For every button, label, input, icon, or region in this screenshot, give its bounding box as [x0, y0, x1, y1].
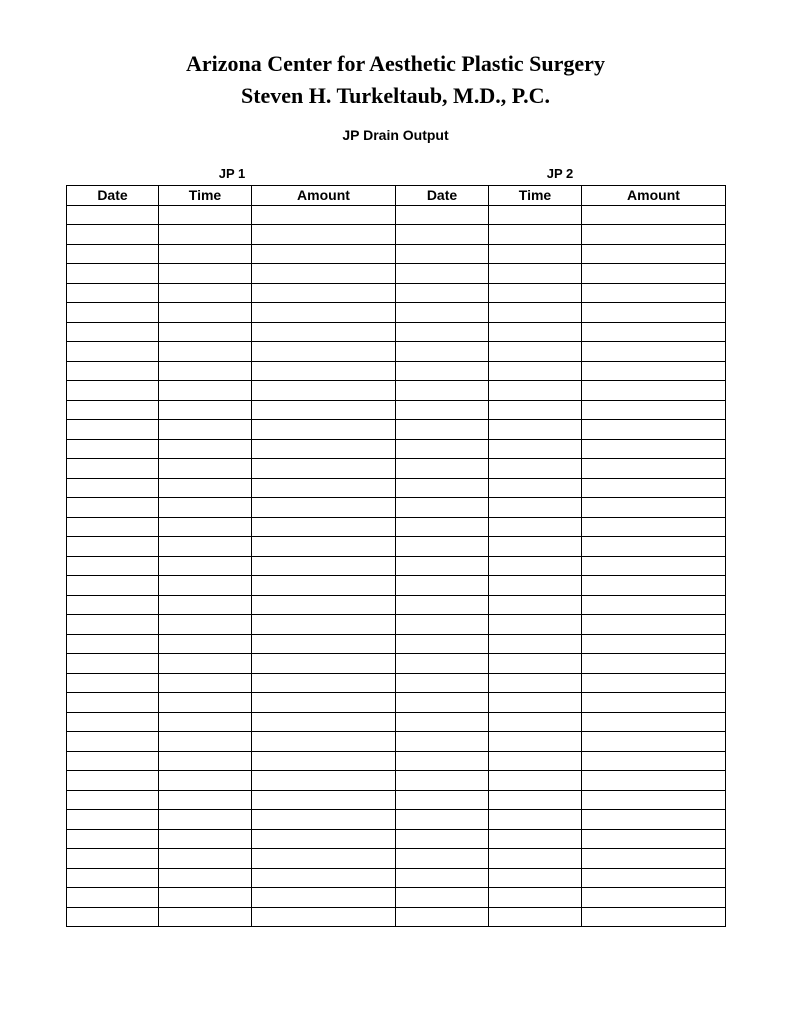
jp1-amount-cell[interactable] [252, 888, 396, 908]
table-row [67, 907, 726, 927]
jp1-time-header: Time [159, 186, 252, 206]
table-row [67, 303, 726, 323]
jp2-date-cell[interactable] [396, 400, 489, 420]
table-row [67, 634, 726, 654]
table-row [67, 225, 726, 245]
table-row [67, 810, 726, 830]
table-row [67, 771, 726, 791]
jp2-time-cell[interactable] [489, 829, 582, 849]
jp2-amount-cell[interactable] [582, 303, 726, 323]
jp2-date-cell[interactable] [396, 361, 489, 381]
jp1-date-cell[interactable] [67, 517, 159, 537]
jp1-amount-cell[interactable] [252, 459, 396, 479]
jp2-date-cell[interactable] [396, 381, 489, 401]
table-row [67, 381, 726, 401]
jp2-date-cell[interactable] [396, 634, 489, 654]
jp2-date-cell[interactable] [396, 205, 489, 225]
table-row [67, 732, 726, 752]
jp2-time-cell[interactable] [489, 712, 582, 732]
jp1-amount-cell[interactable] [252, 849, 396, 869]
jp2-amount-cell[interactable] [582, 205, 726, 225]
table-row [67, 400, 726, 420]
jp2-time-cell[interactable] [489, 459, 582, 479]
jp1-amount-cell[interactable] [252, 244, 396, 264]
jp1-amount-cell[interactable] [252, 576, 396, 596]
jp2-date-cell[interactable] [396, 888, 489, 908]
drain-output-table [66, 185, 726, 927]
jp1-date-cell[interactable] [67, 615, 159, 635]
jp2-date-header: Date [396, 186, 489, 206]
jp1-time-cell[interactable] [159, 888, 252, 908]
table-row [67, 751, 726, 771]
jp2-amount-cell[interactable] [582, 498, 726, 518]
jp1-amount-cell[interactable] [252, 498, 396, 518]
jp2-date-cell[interactable] [396, 673, 489, 693]
jp2-time-cell[interactable] [489, 244, 582, 264]
jp2-date-cell[interactable] [396, 810, 489, 830]
jp2-time-cell[interactable] [489, 283, 582, 303]
jp2-date-cell[interactable] [396, 907, 489, 927]
table-row [67, 361, 726, 381]
jp1-amount-cell[interactable] [252, 205, 396, 225]
table-row [67, 498, 726, 518]
jp2-time-cell[interactable] [489, 264, 582, 284]
table-row [67, 205, 726, 225]
jp2-amount-cell[interactable] [582, 283, 726, 303]
jp1-time-cell[interactable] [159, 751, 252, 771]
jp1-time-cell[interactable] [159, 849, 252, 869]
jp2-amount-cell[interactable] [582, 810, 726, 830]
jp1-date-cell[interactable] [67, 634, 159, 654]
jp2-time-cell[interactable] [489, 400, 582, 420]
jp1-time-cell[interactable] [159, 693, 252, 713]
jp1-date-cell[interactable] [67, 810, 159, 830]
jp1-amount-cell[interactable] [252, 322, 396, 342]
jp1-amount-cell[interactable] [252, 634, 396, 654]
table-body [67, 205, 726, 927]
jp1-date-cell[interactable] [67, 829, 159, 849]
jp1-date-cell[interactable] [67, 712, 159, 732]
jp2-date-cell[interactable] [396, 322, 489, 342]
jp2-date-cell[interactable] [396, 595, 489, 615]
jp1-date-cell[interactable] [67, 322, 159, 342]
jp2-date-cell[interactable] [396, 439, 489, 459]
jp1-date-cell[interactable] [67, 303, 159, 323]
jp1-amount-cell[interactable] [252, 712, 396, 732]
table-row [67, 712, 726, 732]
jp2-amount-cell[interactable] [582, 576, 726, 596]
jp1-date-cell[interactable] [67, 868, 159, 888]
jp1-date-cell[interactable] [67, 576, 159, 596]
jp2-time-cell[interactable] [489, 420, 582, 440]
form-title: JP Drain Output [342, 127, 449, 143]
table-row [67, 595, 726, 615]
jp1-time-cell[interactable] [159, 615, 252, 635]
jp2-amount-cell[interactable] [582, 322, 726, 342]
table-row [67, 439, 726, 459]
jp1-date-cell[interactable] [67, 283, 159, 303]
jp1-amount-cell[interactable] [252, 420, 396, 440]
jp1-amount-cell[interactable] [252, 283, 396, 303]
jp1-time-cell[interactable] [159, 771, 252, 791]
jp1-date-cell[interactable] [67, 654, 159, 674]
jp1-time-cell[interactable] [159, 322, 252, 342]
jp1-amount-cell[interactable] [252, 810, 396, 830]
jp1-amount-cell[interactable] [252, 907, 396, 927]
table-row [67, 517, 726, 537]
jp1-date-cell[interactable] [67, 790, 159, 810]
jp2-amount-cell[interactable] [582, 732, 726, 752]
jp2-amount-cell[interactable] [582, 868, 726, 888]
jp1-time-cell[interactable] [159, 537, 252, 557]
jp2-amount-cell[interactable] [582, 771, 726, 791]
jp2-time-cell[interactable] [489, 790, 582, 810]
jp2-time-cell[interactable] [489, 517, 582, 537]
jp2-amount-cell[interactable] [582, 361, 726, 381]
jp1-amount-cell[interactable] [252, 537, 396, 557]
jp1-time-cell[interactable] [159, 732, 252, 752]
table-row [67, 868, 726, 888]
jp2-date-cell[interactable] [396, 693, 489, 713]
jp1-date-cell[interactable] [67, 264, 159, 284]
jp1-time-cell[interactable] [159, 654, 252, 674]
jp1-amount-cell[interactable] [252, 556, 396, 576]
table-row [67, 654, 726, 674]
jp2-amount-cell[interactable] [582, 244, 726, 264]
table-row [67, 673, 726, 693]
jp2-date-cell[interactable] [396, 556, 489, 576]
table-row [67, 322, 726, 342]
jp1-time-cell[interactable] [159, 225, 252, 245]
jp2-amount-cell[interactable] [582, 712, 726, 732]
jp2-time-cell[interactable] [489, 537, 582, 557]
jp1-date-cell[interactable] [67, 673, 159, 693]
jp1-time-cell[interactable] [159, 868, 252, 888]
jp1-time-cell[interactable] [159, 303, 252, 323]
jp2-time-cell[interactable] [489, 439, 582, 459]
table-row [67, 342, 726, 362]
table-row [67, 537, 726, 557]
jp2-time-cell[interactable] [489, 888, 582, 908]
practice-name: Arizona Center for Aesthetic Plastic Surgery [186, 51, 605, 76]
jp2-date-cell[interactable] [396, 751, 489, 771]
jp1-date-cell[interactable] [67, 771, 159, 791]
jp2-amount-cell[interactable] [582, 420, 726, 440]
jp1-amount-cell[interactable] [252, 303, 396, 323]
jp2-time-cell[interactable] [489, 322, 582, 342]
jp1-date-cell[interactable] [67, 381, 159, 401]
jp1-amount-cell[interactable] [252, 342, 396, 362]
jp2-date-cell[interactable] [396, 459, 489, 479]
jp1-amount-cell[interactable] [252, 615, 396, 635]
jp1-date-cell[interactable] [67, 693, 159, 713]
jp2-date-cell[interactable] [396, 517, 489, 537]
jp1-amount-cell[interactable] [252, 693, 396, 713]
jp2-time-cell[interactable] [489, 810, 582, 830]
group-label-jp2: JP 2 [546, 166, 574, 181]
jp1-date-cell[interactable] [67, 225, 159, 245]
jp2-date-cell[interactable] [396, 303, 489, 323]
jp2-date-cell[interactable] [396, 478, 489, 498]
jp1-time-cell[interactable] [159, 498, 252, 518]
table-row [67, 615, 726, 635]
table-header-row [67, 186, 726, 206]
jp1-date-header: Date [67, 186, 159, 206]
jp1-date-cell[interactable] [67, 888, 159, 908]
jp2-time-cell[interactable] [489, 498, 582, 518]
jp2-date-cell[interactable] [396, 654, 489, 674]
jp1-date-cell[interactable] [67, 478, 159, 498]
jp1-amount-cell[interactable] [252, 264, 396, 284]
jp2-date-cell[interactable] [396, 342, 489, 362]
jp2-time-cell[interactable] [489, 907, 582, 927]
table-row [67, 478, 726, 498]
jp1-amount-cell[interactable] [252, 868, 396, 888]
jp1-date-cell[interactable] [67, 400, 159, 420]
jp1-time-cell[interactable] [159, 907, 252, 927]
jp2-time-cell[interactable] [489, 595, 582, 615]
jp1-date-cell[interactable] [67, 595, 159, 615]
jp1-time-cell[interactable] [159, 459, 252, 479]
jp1-amount-cell[interactable] [252, 790, 396, 810]
jp1-time-cell[interactable] [159, 205, 252, 225]
group-label-jp1: JP 1 [218, 166, 246, 181]
jp2-amount-cell[interactable] [582, 537, 726, 557]
jp1-time-cell[interactable] [159, 517, 252, 537]
jp1-time-cell[interactable] [159, 244, 252, 264]
jp2-time-cell[interactable] [489, 654, 582, 674]
jp2-amount-cell[interactable] [582, 342, 726, 362]
jp1-date-cell[interactable] [67, 361, 159, 381]
table-row [67, 829, 726, 849]
jp2-date-cell[interactable] [396, 576, 489, 596]
jp2-time-cell[interactable] [489, 205, 582, 225]
table-row [67, 459, 726, 479]
jp2-time-cell[interactable] [489, 634, 582, 654]
jp2-date-cell[interactable] [396, 537, 489, 557]
jp1-time-cell[interactable] [159, 264, 252, 284]
table-row [67, 790, 726, 810]
jp2-time-cell[interactable] [489, 361, 582, 381]
jp2-amount-cell[interactable] [582, 790, 726, 810]
jp1-amount-cell[interactable] [252, 829, 396, 849]
jp2-date-cell[interactable] [396, 615, 489, 635]
jp1-date-cell[interactable] [67, 459, 159, 479]
jp1-date-cell[interactable] [67, 205, 159, 225]
jp2-amount-cell[interactable] [582, 673, 726, 693]
jp2-amount-cell[interactable] [582, 556, 726, 576]
jp2-amount-cell[interactable] [582, 849, 726, 869]
jp2-time-header: Time [489, 186, 582, 206]
jp1-time-cell[interactable] [159, 439, 252, 459]
jp1-time-cell[interactable] [159, 342, 252, 362]
jp1-time-cell[interactable] [159, 829, 252, 849]
jp1-time-cell[interactable] [159, 556, 252, 576]
jp1-date-cell[interactable] [67, 732, 159, 752]
jp1-date-cell[interactable] [67, 498, 159, 518]
jp1-date-cell[interactable] [67, 342, 159, 362]
jp2-date-cell[interactable] [396, 712, 489, 732]
jp1-time-cell[interactable] [159, 595, 252, 615]
jp1-time-cell[interactable] [159, 381, 252, 401]
jp2-amount-cell[interactable] [582, 615, 726, 635]
jp2-time-cell[interactable] [489, 303, 582, 323]
jp1-date-cell[interactable] [67, 244, 159, 264]
jp1-date-cell[interactable] [67, 751, 159, 771]
physician-name: Steven H. Turkeltaub, M.D., P.C. [240, 83, 551, 108]
jp1-amount-cell[interactable] [252, 751, 396, 771]
jp1-amount-cell[interactable] [252, 595, 396, 615]
jp1-time-cell[interactable] [159, 712, 252, 732]
jp1-date-cell[interactable] [67, 439, 159, 459]
jp2-amount-cell[interactable] [582, 888, 726, 908]
jp2-time-cell[interactable] [489, 478, 582, 498]
jp1-time-cell[interactable] [159, 673, 252, 693]
jp2-date-cell[interactable] [396, 790, 489, 810]
table-row [67, 888, 726, 908]
jp2-amount-cell[interactable] [582, 459, 726, 479]
jp2-date-cell[interactable] [396, 849, 489, 869]
jp1-amount-cell[interactable] [252, 439, 396, 459]
jp1-amount-cell[interactable] [252, 225, 396, 245]
jp1-date-cell[interactable] [67, 420, 159, 440]
jp1-time-cell[interactable] [159, 283, 252, 303]
jp2-date-cell[interactable] [396, 732, 489, 752]
table-row [67, 420, 726, 440]
jp2-time-cell[interactable] [489, 556, 582, 576]
jp1-time-cell[interactable] [159, 478, 252, 498]
jp2-date-cell[interactable] [396, 829, 489, 849]
jp1-amount-cell[interactable] [252, 771, 396, 791]
table-row [67, 264, 726, 284]
jp2-amount-cell[interactable] [582, 225, 726, 245]
jp2-amount-cell[interactable] [582, 439, 726, 459]
jp2-amount-cell[interactable] [582, 400, 726, 420]
table-row [67, 576, 726, 596]
jp2-amount-cell[interactable] [582, 595, 726, 615]
jp1-amount-cell[interactable] [252, 517, 396, 537]
jp2-amount-cell[interactable] [582, 634, 726, 654]
jp1-amount-cell[interactable] [252, 381, 396, 401]
jp2-date-cell[interactable] [396, 244, 489, 264]
jp2-time-cell[interactable] [489, 751, 582, 771]
jp2-amount-cell[interactable] [582, 264, 726, 284]
jp1-amount-cell[interactable] [252, 361, 396, 381]
jp2-time-cell[interactable] [489, 868, 582, 888]
jp1-time-cell[interactable] [159, 634, 252, 654]
jp1-time-cell[interactable] [159, 361, 252, 381]
jp1-date-cell[interactable] [67, 849, 159, 869]
jp1-date-cell[interactable] [67, 537, 159, 557]
jp2-amount-cell[interactable] [582, 829, 726, 849]
jp2-time-cell[interactable] [489, 225, 582, 245]
jp1-amount-header: Amount [252, 186, 396, 206]
jp1-time-cell[interactable] [159, 576, 252, 596]
jp2-time-cell[interactable] [489, 849, 582, 869]
table-row [67, 556, 726, 576]
jp1-time-cell[interactable] [159, 400, 252, 420]
jp2-amount-cell[interactable] [582, 381, 726, 401]
table-row [67, 849, 726, 869]
jp2-time-cell[interactable] [489, 771, 582, 791]
jp2-time-cell[interactable] [489, 732, 582, 752]
table-row [67, 693, 726, 713]
jp2-time-cell[interactable] [489, 576, 582, 596]
jp2-date-cell[interactable] [396, 264, 489, 284]
jp1-amount-cell[interactable] [252, 478, 396, 498]
jp2-amount-header: Amount [582, 186, 726, 206]
table-row [67, 283, 726, 303]
jp1-time-cell[interactable] [159, 420, 252, 440]
jp2-time-cell[interactable] [489, 693, 582, 713]
jp2-amount-cell[interactable] [582, 907, 726, 927]
jp2-date-cell[interactable] [396, 498, 489, 518]
jp2-amount-cell[interactable] [582, 478, 726, 498]
jp2-date-cell[interactable] [396, 771, 489, 791]
jp1-amount-cell[interactable] [252, 400, 396, 420]
jp2-time-cell[interactable] [489, 381, 582, 401]
jp1-date-cell[interactable] [67, 907, 159, 927]
jp1-time-cell[interactable] [159, 810, 252, 830]
jp1-amount-cell[interactable] [252, 654, 396, 674]
jp2-amount-cell[interactable] [582, 693, 726, 713]
jp1-date-cell[interactable] [67, 556, 159, 576]
jp1-amount-cell[interactable] [252, 673, 396, 693]
jp2-amount-cell[interactable] [582, 517, 726, 537]
jp2-date-cell[interactable] [396, 225, 489, 245]
jp1-time-cell[interactable] [159, 790, 252, 810]
jp2-time-cell[interactable] [489, 615, 582, 635]
jp2-date-cell[interactable] [396, 283, 489, 303]
jp2-amount-cell[interactable] [582, 654, 726, 674]
table-row [67, 244, 726, 264]
jp2-time-cell[interactable] [489, 342, 582, 362]
jp2-time-cell[interactable] [489, 673, 582, 693]
jp2-amount-cell[interactable] [582, 751, 726, 771]
jp2-date-cell[interactable] [396, 420, 489, 440]
jp1-amount-cell[interactable] [252, 732, 396, 752]
jp2-date-cell[interactable] [396, 868, 489, 888]
